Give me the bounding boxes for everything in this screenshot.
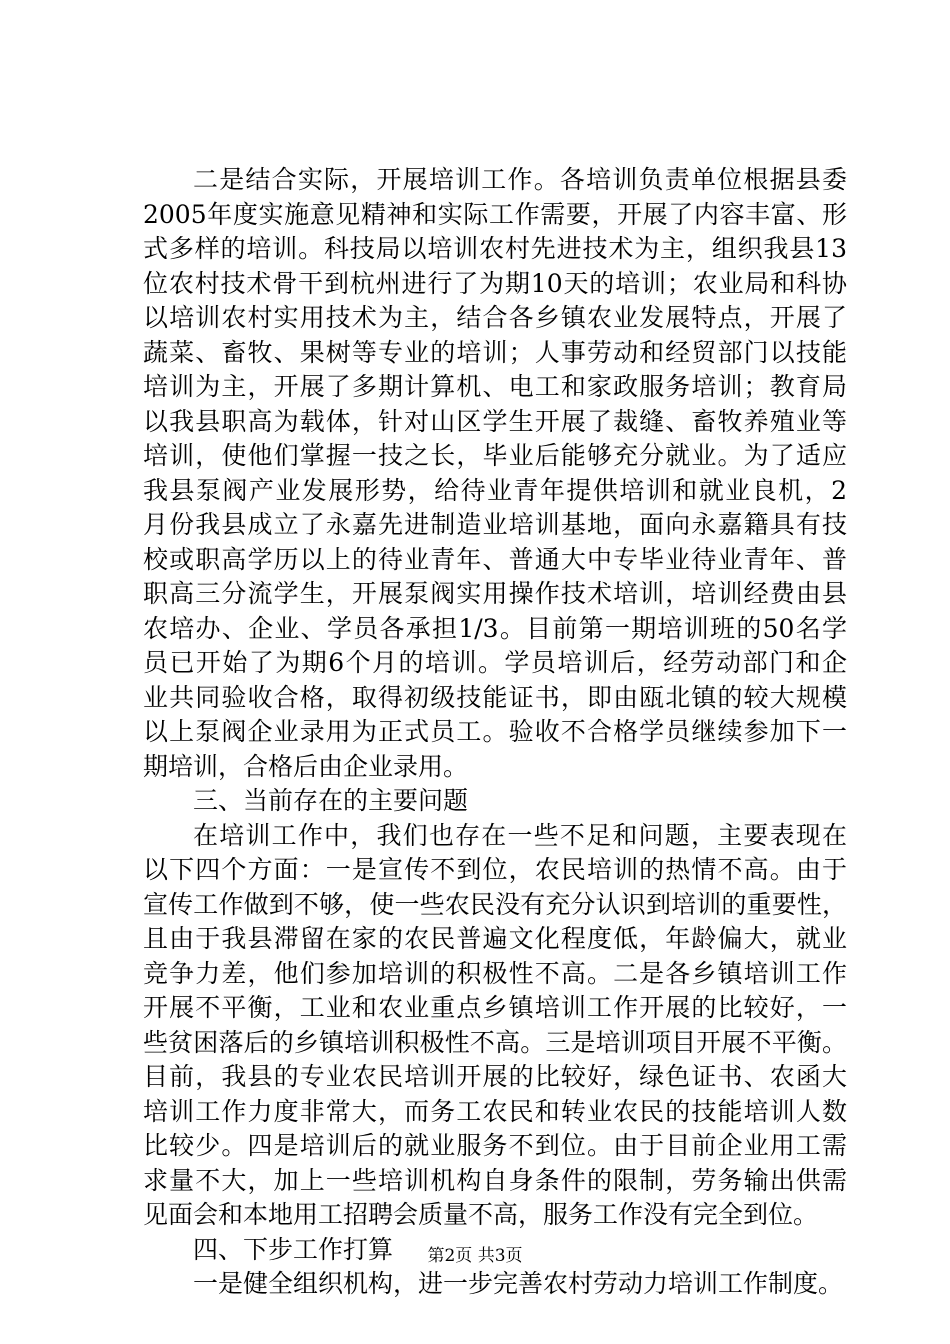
section-heading: 三、当前存在的主要问题 (193, 786, 469, 815)
paragraph-line: 比较少。四是培训后的就业服务不到位。由于目前企业用工需 (143, 1131, 847, 1160)
paragraph-line: 蔬菜、畜牧、果树等专业的培训；人事劳动和经贸部门以技能 (143, 337, 847, 367)
paragraph-line: 一是健全组织机构，进一步完善农村劳动力培训工作制度。 (193, 1269, 844, 1298)
paragraph-line: 期培训，合格后由企业录用。 (143, 751, 469, 781)
paragraph-line: 开展不平衡，工业和农业重点乡镇培训工作开展的比较好，一 (143, 993, 847, 1022)
paragraph-line: 求量不大，加上一些培训机构自身条件的限制，劳务输出供需 (143, 1165, 847, 1195)
paragraph-line: 竞争力差，他们参加培训的积极性不高。二是各乡镇培训工作 (143, 958, 847, 988)
paragraph-line: 校或职高学历以上的待业青年、普通大中专毕业待业青年、普 (143, 544, 847, 574)
paragraph-line: 培训为主，开展了多期计算机、电工和家政服务培训；教育局 (143, 372, 847, 401)
paragraph-line: 培训，使他们掌握一技之长，毕业后能够充分就业。为了适应 (143, 441, 847, 470)
paragraph-line: 我县泵阀产业发展形势，给待业青年提供培训和就业良机，2 (143, 475, 847, 505)
paragraph-line: 式多样的培训。科技局以培训农村先进技术为主，组织我县13 (143, 234, 847, 263)
paragraph-line: 以培训农村实用技术为主，结合各乡镇农业发展特点，开展了 (143, 303, 847, 332)
paragraph-line: 些贫困落后的乡镇培训积极性不高。三是培训项目开展不平衡。 (143, 1027, 847, 1057)
section-heading: 四、下步工作打算 (193, 1234, 394, 1264)
paragraph-line: 以我县职高为载体，针对山区学生开展了裁缝、畜牧养殖业等 (143, 406, 847, 436)
paragraph-line: 目前，我县的专业农民培训开展的比较好，绿色证书、农函大 (143, 1062, 847, 1091)
paragraph-line: 宣传工作做到不够，使一些农民没有充分认识到培训的重要性， (143, 889, 847, 919)
paragraph-line: 2005年度实施意见精神和实际工作需要，开展了内容丰富、形 (143, 199, 847, 229)
paragraph-line: 见面会和本地用工招聘会质量不高，服务工作没有完全到位。 (143, 1200, 819, 1229)
paragraph-line: 农培办、企业、学员各承担1/3。目前第一期培训班的50名学 (143, 613, 847, 643)
paragraph-line: 月份我县成立了永嘉先进制造业培训基地，面向永嘉籍具有技 (143, 510, 847, 539)
paragraph-line: 以下四个方面：一是宣传不到位，农民培训的热情不高。由于 (143, 855, 847, 884)
paragraph-line: 以上泵阀企业录用为正式员工。验收不合格学员继续参加下一 (143, 717, 847, 746)
paragraph-line: 培训工作力度非常大，而务工农民和转业农民的技能培训人数 (143, 1096, 847, 1126)
page-number-footer: 第2页 共3页 (427, 1246, 523, 1266)
paragraph-line: 在培训工作中，我们也存在一些不足和问题，主要表现在 (193, 820, 847, 850)
paragraph-line: 员已开始了为期6个月的培训。学员培训后，经劳动部门和企 (143, 648, 847, 677)
paragraph-line: 位农村技术骨干到杭州进行了为期10天的培训；农业局和科协 (143, 268, 847, 298)
paragraph-line: 职高三分流学生，开展泵阀实用操作技术培训，培训经费由县 (143, 579, 847, 608)
paragraph-line: 且由于我县滞留在家的农民普遍文化程度低，年龄偏大，就业 (143, 924, 847, 953)
document-body (143, 163, 847, 1302)
paragraph-line: 二是结合实际，开展培训工作。各培训负责单位根据县委 (193, 165, 847, 194)
paragraph-line: 业共同验收合格，取得初级技能证书，即由瓯北镇的较大规模 (143, 682, 847, 712)
